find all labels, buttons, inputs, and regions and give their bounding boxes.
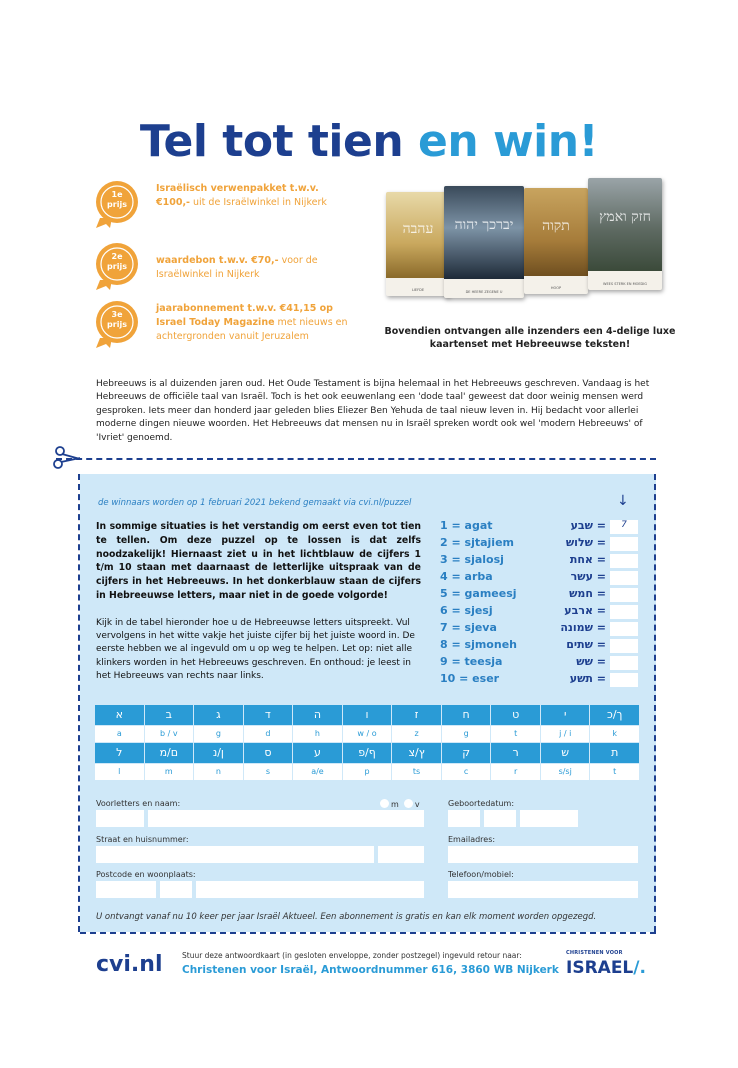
number-label: 10 = eser [440, 672, 500, 685]
number-label: 2 = sjtajiem [440, 536, 514, 549]
badge-prize: prijs [107, 200, 127, 209]
logo-subtitle: CHRISTENEN VOOR [566, 950, 623, 956]
number-label: 5 = gameesj [440, 587, 517, 600]
logo-text: ISRAEL [566, 958, 634, 978]
instructions: Kijk in de tabel hieronder hoe u de Hebreeuwse letters uitspreekt. Vul vervolgens in het witte vakje het juiste cijfer bij het juiste woord in. De eerste hebben we al ingevuld om u op weg te helpen. Let op: niet alle klinkers worden in het Hebreeuws geschreven. En onthoud: je leest in het Hebreeuws van rechts naar links. [96, 618, 415, 681]
hebrew-word: = חמש [569, 587, 606, 600]
number-row [440, 553, 642, 569]
answer-box[interactable] [610, 537, 638, 551]
hebrew-word: = שש [576, 655, 606, 668]
postcode-label: Postcode en woonplaats: [96, 870, 196, 879]
birth-day-field[interactable] [448, 810, 480, 827]
answer-box[interactable] [610, 656, 638, 670]
number-label: 1 = agat [440, 519, 493, 532]
gender-choice [380, 799, 420, 809]
number-row [440, 570, 642, 586]
card-set-image [380, 178, 666, 300]
postcode-letters-field[interactable] [160, 881, 192, 898]
letter-table-row2-latin: l m n s a/e p ts c r s/sj t [95, 764, 640, 780]
answer-box[interactable] [610, 605, 638, 619]
title-part1: Tel tot tien [139, 116, 404, 167]
bonus-text: Bovendien ontvangen alle inzenders een 4-delige luxe kaartenset met Hebreeuwse teksten! [384, 326, 676, 350]
israel-logo: ISRAEL/. [566, 958, 646, 978]
phone-field[interactable] [448, 881, 638, 898]
subscription-note: U ontvangt vanaf nu 10 keer per jaar Israël Aktueel. Een abonnement is gratis en kan elk moment worden opgezegd. [96, 912, 597, 922]
birth-year-field[interactable] [520, 810, 578, 827]
radio-v[interactable] [404, 799, 413, 808]
return-address: Christenen voor Israël, Antwoordnummer 616, 3860 WB Nijkerk [182, 964, 559, 976]
cut-line-right [654, 474, 656, 932]
cut-line-bottom [80, 932, 656, 934]
number-label: 7 = sjeva [440, 621, 497, 634]
badge-prize: prijs [107, 262, 127, 271]
hebrew-word: = תשע [569, 672, 606, 685]
hebrew-word: = שבע [570, 519, 606, 532]
hebrew-word: = עשר [570, 570, 606, 583]
number-row [440, 587, 642, 603]
badge-prize: prijs [107, 320, 127, 329]
card-sterk: חזק ואמץ WEES STERK EN MOEDIG [588, 178, 662, 290]
prize-3 [92, 298, 352, 350]
answer-box[interactable] [610, 639, 638, 653]
number-label: 9 = teesja [440, 655, 503, 668]
intro-paragraph: Hebreeuws is al duizenden jaren oud. Het Oude Testament is bijna helemaal in het Hebreeuws geschreven. Vandaag is het Hebreeuws de officiële taal van Israël. Toch is het ook eeuwenlang een 'dode taal' geweest dat door weinig mensen werd gesproken. Iets meer dan honderd jaar geleden blies Eliezer Ben Yehuda de taal nieuw leven in. Hij bedacht voor allerlei moderne dingen nieuwe woorden. Het Hebreeuws dat mensen nu in Israël spreken wordt ook wel 'modern Hebreeuws' of 'Ivriet' genoemd. [96, 379, 650, 443]
answer-box[interactable] [610, 588, 638, 602]
hebrew-word: = ארבע [564, 604, 606, 617]
answer-box[interactable] [610, 571, 638, 585]
badge-rank: 3e [111, 310, 123, 319]
phone-label: Telefoon/mobiel: [448, 870, 514, 879]
number-row [440, 519, 642, 535]
prize-description: Israëlisch verwenpakket t.w.v. €100,- uit de Israëlwinkel in Nijkerk [156, 183, 327, 208]
card-liefde: ﬠהבה LIEFDE [386, 192, 450, 296]
page-title [0, 116, 738, 167]
hebrew-word: = שמונה [560, 621, 606, 634]
winners-announcement: de winnaars worden op 1 februari 2021 bekend gemaakt via cvi.nl/puzzel [98, 498, 412, 508]
answer-box[interactable] [610, 622, 638, 636]
birth-month-field[interactable] [484, 810, 516, 827]
name-label: Voorletters en naam: [96, 799, 181, 808]
return-instruction: Stuur deze antwoordkaart (in gesloten enveloppe, zonder postzegel) ingevuld retour naar: [182, 951, 522, 960]
letter-table-row2-hebrew: ל ם/מ ן/נ ס ע ף/פ ץ/צ ק ר ש ת [95, 743, 640, 763]
prize-description: jaarabonnement t.w.v. €41,15 op Israel Today Magazine met nieuws en achtergronden vanuit Jeruzalem [156, 303, 348, 342]
card-zegen: יברכך יהוה DE HEERE ZEGENE U [444, 186, 524, 298]
number-row [440, 621, 642, 637]
email-field[interactable] [448, 846, 638, 863]
card-hoop: תקוה HOOP [524, 188, 588, 294]
hebrew-word: = שתים [566, 638, 606, 651]
number-row [440, 536, 642, 552]
answer-box[interactable]: 7 [610, 520, 638, 534]
badge-rank: 2e [111, 252, 123, 261]
hebrew-word: = אחת [569, 553, 606, 566]
answer-box[interactable] [610, 554, 638, 568]
site-logo: cvi.nl [96, 952, 163, 977]
letter-table-row1-latin: a b / v g d h w / o z g t j / i k [95, 726, 640, 742]
postcode-field[interactable] [96, 881, 156, 898]
birth-label: Geboortedatum: [448, 799, 515, 808]
title-part2: en win! [418, 116, 599, 167]
name-field[interactable] [148, 810, 424, 827]
prize-1 [92, 178, 352, 230]
number-row [440, 655, 642, 671]
cut-line-top [56, 458, 656, 460]
city-field[interactable] [196, 881, 424, 898]
initials-field[interactable] [96, 810, 144, 827]
v-label: v [414, 800, 420, 809]
badge-rank: 1e [111, 190, 123, 199]
cut-line-left [78, 474, 80, 932]
letter-table-row1-hebrew: א ב ג ד ה ו ז ח ט י ך/כ [95, 705, 640, 725]
number-label: 6 = sjesj [440, 604, 493, 617]
street-field[interactable] [96, 846, 374, 863]
number-label: 4 = arba [440, 570, 493, 583]
m-label: m [391, 800, 399, 809]
street-label: Straat en huisnummer: [96, 835, 189, 844]
instructions-bold: In sommige situaties is het verstandig om eerst even tot tien te tellen. Om deze puzzel op te lossen is dat zelfs noodzakelijk! Hiernaast ziet u in het lichtblauw de cijfers 1 t/m 10 staan met daarnaast de letterlijke uitspraak van de cijfers in het Hebreeuws. In het donkerblauw staan de cijfers in Hebreeuwse letters, maar niet in de goede volgorde! [96, 521, 421, 601]
number-row [440, 638, 642, 654]
number-label: 3 = sjalosj [440, 553, 504, 566]
hebrew-word: = שלוש [565, 536, 606, 549]
prize-2 [92, 240, 352, 292]
number-row [440, 604, 642, 620]
radio-m[interactable] [380, 799, 389, 808]
prize-description: waardebon t.w.v. €70,- voor de Israëlwinkel in Nijkerk [156, 255, 318, 280]
number-label: 8 = sjmoneh [440, 638, 517, 651]
arrow-down-icon: ↓ [617, 493, 629, 509]
housenumber-field[interactable] [378, 846, 424, 863]
number-row [440, 672, 642, 688]
scissors-icon [52, 446, 82, 470]
email-label: Emailadres: [448, 835, 496, 844]
answer-box[interactable] [610, 673, 638, 687]
